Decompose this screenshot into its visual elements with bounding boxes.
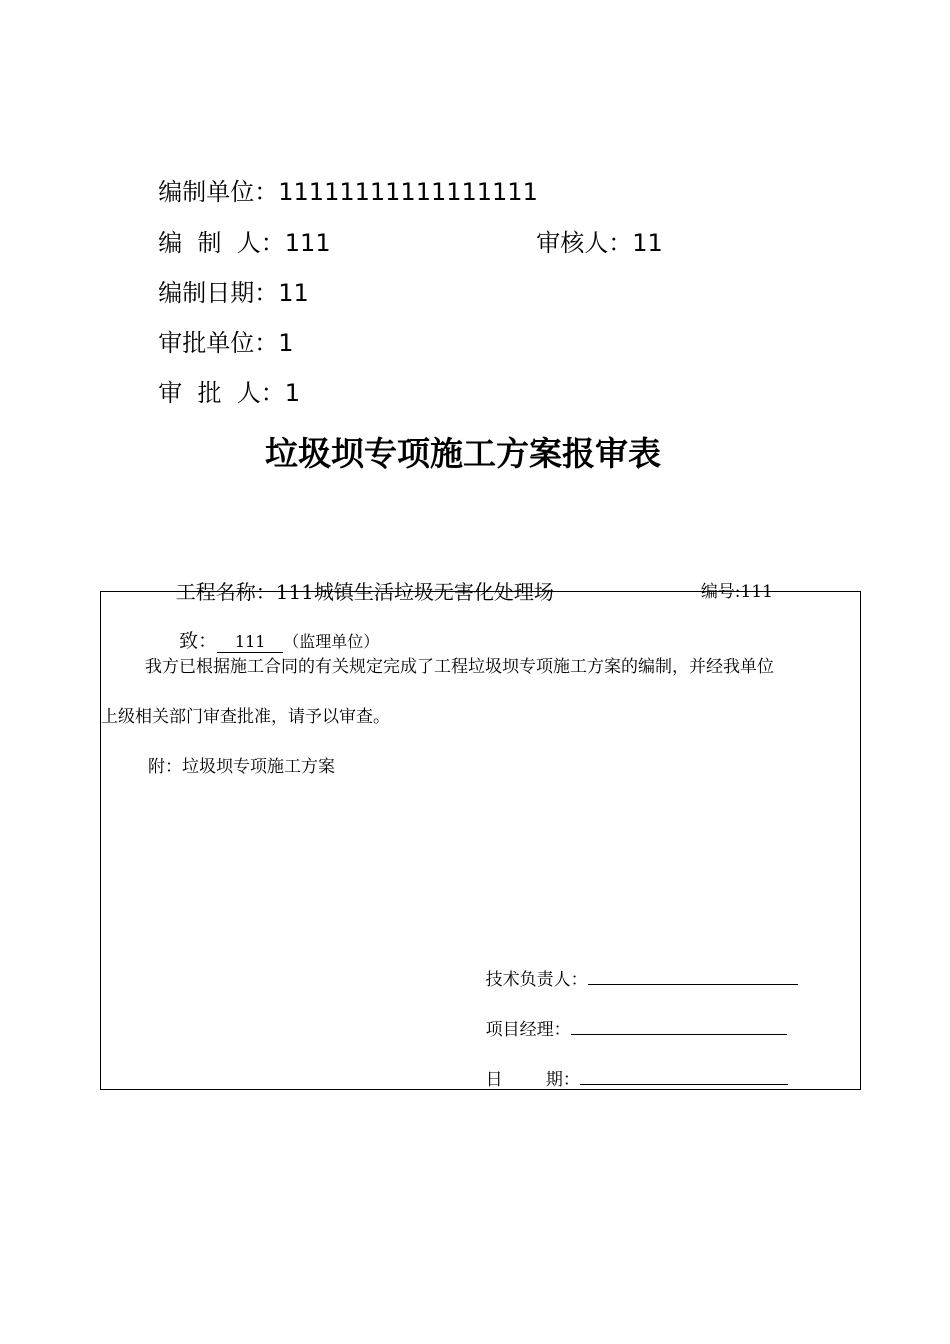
date-row bbox=[464, 1042, 788, 1116]
submission-form-box bbox=[100, 591, 861, 1090]
approver-row bbox=[143, 348, 300, 408]
date-label: 日 期： bbox=[485, 1070, 580, 1090]
to-label: 致： bbox=[179, 630, 218, 652]
approval-unit-value: 1 bbox=[278, 329, 294, 357]
project-name-label: 工程名称： bbox=[175, 580, 276, 604]
date-signature-line bbox=[580, 1066, 788, 1085]
document-number-label: 编号: bbox=[700, 582, 741, 602]
approval-unit-label: 审批单位： bbox=[158, 329, 279, 357]
tech-lead-signature-line bbox=[588, 966, 798, 985]
body-line-1: 我方已根据施工合同的有关规定完成了工程垃圾坝专项施工方案的编制，并经我单位 bbox=[145, 657, 774, 677]
document-number-value: 111 bbox=[740, 582, 773, 602]
compile-unit-label: 编制单位： bbox=[158, 178, 279, 206]
body-line-2: 上级相关部门审查批准，请予以审查。 bbox=[101, 707, 390, 727]
reviewer-label: 审核人： bbox=[536, 229, 633, 257]
project-manager-signature-line bbox=[571, 1016, 787, 1035]
compiler-label: 编 制 人： bbox=[158, 229, 285, 257]
compile-unit-value: 11111111111111111 bbox=[278, 178, 538, 206]
compile-date-value: 11 bbox=[278, 279, 309, 307]
to-value: 111 bbox=[217, 632, 283, 653]
compiler-value: 111 bbox=[284, 229, 331, 257]
to-suffix: （监理单位） bbox=[283, 632, 380, 651]
approver-value: 1 bbox=[284, 379, 301, 407]
compile-date-label: 编制日期： bbox=[158, 279, 279, 307]
reviewer-row bbox=[521, 198, 663, 258]
project-manager-label: 项目经理： bbox=[485, 1020, 571, 1040]
document-title: 垃圾坝专项施工方案报审表 bbox=[265, 434, 661, 473]
tech-lead-label: 技术负责人： bbox=[485, 970, 588, 990]
project-name-value: 111城镇生活垃圾无害化处理场 bbox=[275, 580, 554, 604]
reviewer-value: 11 bbox=[632, 229, 663, 257]
approver-label: 审 批 人： bbox=[158, 379, 285, 407]
attachment-line: 附：垃圾坝专项施工方案 bbox=[148, 757, 335, 777]
